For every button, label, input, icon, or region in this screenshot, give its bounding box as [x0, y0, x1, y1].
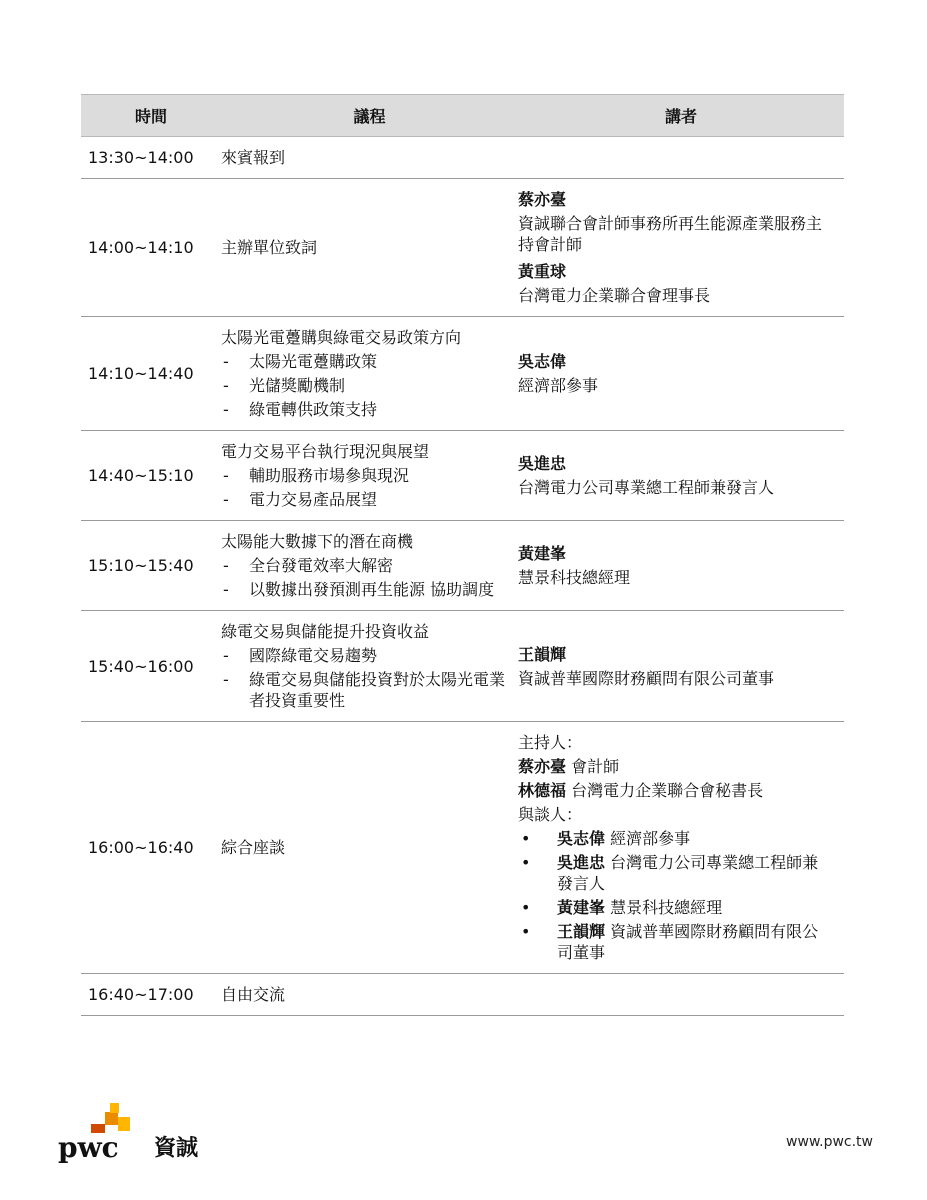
header-time: 時間: [81, 95, 221, 137]
topic-item-text: 全台發電效率大解密: [249, 556, 394, 575]
topic-item-text: 太陽光電躉購政策: [249, 352, 378, 371]
dash-marker: -: [223, 490, 229, 509]
table-row: [81, 179, 844, 317]
row-time: 16:00~16:40: [81, 722, 221, 974]
panelist-item: [518, 921, 834, 963]
agenda-table: [81, 94, 844, 1016]
panelist-title: 台灣電力公司專業總工程師兼發言人: [557, 853, 819, 893]
row-topic: 自由交流: [221, 974, 518, 1016]
panelist-label: 與談人：: [518, 805, 583, 824]
topic-item: [221, 489, 510, 510]
row-speaker: [518, 974, 844, 1016]
topic-item: [221, 555, 510, 576]
panelist-name: 黃建峯: [557, 898, 606, 917]
topic-item: [221, 351, 510, 372]
host-entry: [518, 756, 834, 777]
table-row: [81, 137, 844, 179]
topic-item: [221, 669, 510, 711]
topic-item: [221, 375, 510, 396]
logo-block-orange: [105, 1112, 118, 1125]
row-topic: [221, 611, 518, 722]
row-speaker: [518, 611, 844, 722]
logo-block-gold: [118, 1117, 130, 1131]
row-speaker: [518, 722, 844, 974]
speaker-name: 黃建峯: [518, 544, 567, 563]
speaker-title: 台灣電力企業聯合會理事長: [518, 286, 711, 305]
speaker-title: 台灣電力公司專業總工程師兼發言人: [518, 478, 775, 497]
topic-item-text: 綠電交易與儲能投資對於太陽光電業者投資重要性: [249, 670, 506, 710]
panelist-entry: [557, 828, 690, 849]
panelist-name: 吳志偉: [557, 829, 606, 848]
speaker-title: 慧景科技總經理: [518, 568, 631, 587]
bullet-marker: •: [521, 829, 531, 848]
panelist-item: [518, 897, 834, 918]
table-row: [81, 611, 844, 722]
panelist-title: 資誠普華國際財務顧問有限公司董事: [557, 922, 819, 962]
panelist-entry: [557, 897, 722, 918]
speaker-name: 吳志偉: [518, 352, 567, 371]
row-time: 14:00~14:10: [81, 179, 221, 317]
panelist-item: [518, 828, 834, 849]
host-entry: [518, 780, 834, 801]
topic-item-text: 光儲獎勵機制: [249, 376, 346, 395]
speaker-title: 資誠聯合會計師事務所再生能源產業服務主持會計師: [518, 214, 823, 254]
speaker-name: 黃重球: [518, 262, 567, 281]
row-topic: [221, 431, 518, 521]
header-topic: 議程: [221, 95, 518, 137]
table-header-row: [81, 95, 844, 137]
row-topic: [221, 521, 518, 611]
topic-item-text: 綠電轉供政策支持: [249, 400, 378, 419]
dash-marker: -: [223, 376, 229, 395]
panelist-entry: [557, 852, 834, 894]
topic-item: [221, 645, 510, 666]
topic-item: [221, 579, 510, 600]
row-topic: 綜合座談: [221, 722, 518, 974]
speaker-name: 蔡亦臺: [518, 190, 567, 209]
dash-marker: -: [223, 670, 229, 689]
logo-cn-text: 資誠: [154, 1136, 199, 1161]
header-speaker: 講者: [518, 95, 844, 137]
speaker-title: 資誠普華國際財務顧問有限公司董事: [518, 668, 775, 688]
bullet-marker: •: [521, 898, 531, 917]
footer-url: www.pwc.tw: [786, 1134, 873, 1150]
speaker-name: 王韻輝: [518, 644, 567, 664]
topic-title: 電力交易平台執行現況與展望: [221, 442, 430, 461]
host-name: 蔡亦臺: [518, 757, 567, 776]
topic-title: 太陽能大數據下的潛在商機: [221, 532, 414, 551]
topic-item: [221, 465, 510, 486]
bullet-marker: •: [521, 922, 531, 941]
logo-wordmark: pwc: [58, 1131, 119, 1163]
row-speaker: [518, 137, 844, 179]
table-row: [81, 521, 844, 611]
bullet-marker: •: [521, 853, 531, 872]
speaker-name: 吳進忠: [518, 454, 567, 473]
table-row: [81, 722, 844, 974]
dash-marker: -: [223, 580, 229, 599]
row-time: 16:40~17:00: [81, 974, 221, 1016]
row-speaker: [518, 317, 844, 431]
row-time: 15:10~15:40: [81, 521, 221, 611]
panelist-name: 吳進忠: [557, 853, 606, 872]
logo-block-yellow: [110, 1103, 119, 1113]
panelist-item: [518, 852, 834, 894]
topic-item-text: 以數據出發預測再生能源 協助調度: [249, 580, 495, 599]
host-label: 主持人：: [518, 733, 583, 752]
dash-marker: -: [223, 646, 229, 665]
panelist-name: 王韻輝: [557, 922, 606, 941]
topic-item-text: 輔助服務市場參與現況: [249, 466, 410, 485]
row-topic: 來賓報到: [221, 137, 518, 179]
panelist-title: 經濟部參事: [610, 829, 691, 848]
table-row: [81, 974, 844, 1016]
dash-marker: -: [223, 466, 229, 485]
row-time: 15:40~16:00: [81, 611, 221, 722]
dash-marker: -: [223, 352, 229, 371]
topic-title: 太陽光電躉購與綠電交易政策方向: [221, 328, 462, 347]
dash-marker: -: [223, 400, 229, 419]
row-time: 14:10~14:40: [81, 317, 221, 431]
row-speaker: [518, 431, 844, 521]
table-row: [81, 317, 844, 431]
panelist-entry: [557, 921, 834, 963]
topic-item-text: 電力交易產品展望: [249, 490, 378, 509]
pwc-logo: [58, 1103, 208, 1163]
speaker-title: 經濟部參事: [518, 376, 599, 395]
topic-item: [221, 399, 510, 420]
topic-item-text: 國際綠電交易趨勢: [249, 646, 378, 665]
host-name: 林德福: [518, 781, 567, 800]
row-topic: [221, 317, 518, 431]
row-topic: 主辦單位致詞: [221, 179, 518, 317]
dash-marker: -: [223, 556, 229, 575]
row-speaker: [518, 179, 844, 317]
row-time: 13:30~14:00: [81, 137, 221, 179]
row-time: 14:40~15:10: [81, 431, 221, 521]
panelist-title: 慧景科技總經理: [610, 898, 723, 917]
table-row: [81, 431, 844, 521]
host-title: 會計師: [571, 757, 620, 776]
topic-title: 綠電交易與儲能提升投資收益: [221, 622, 430, 641]
host-title: 台灣電力企業聯合會秘書長: [571, 781, 764, 800]
row-speaker: [518, 521, 844, 611]
